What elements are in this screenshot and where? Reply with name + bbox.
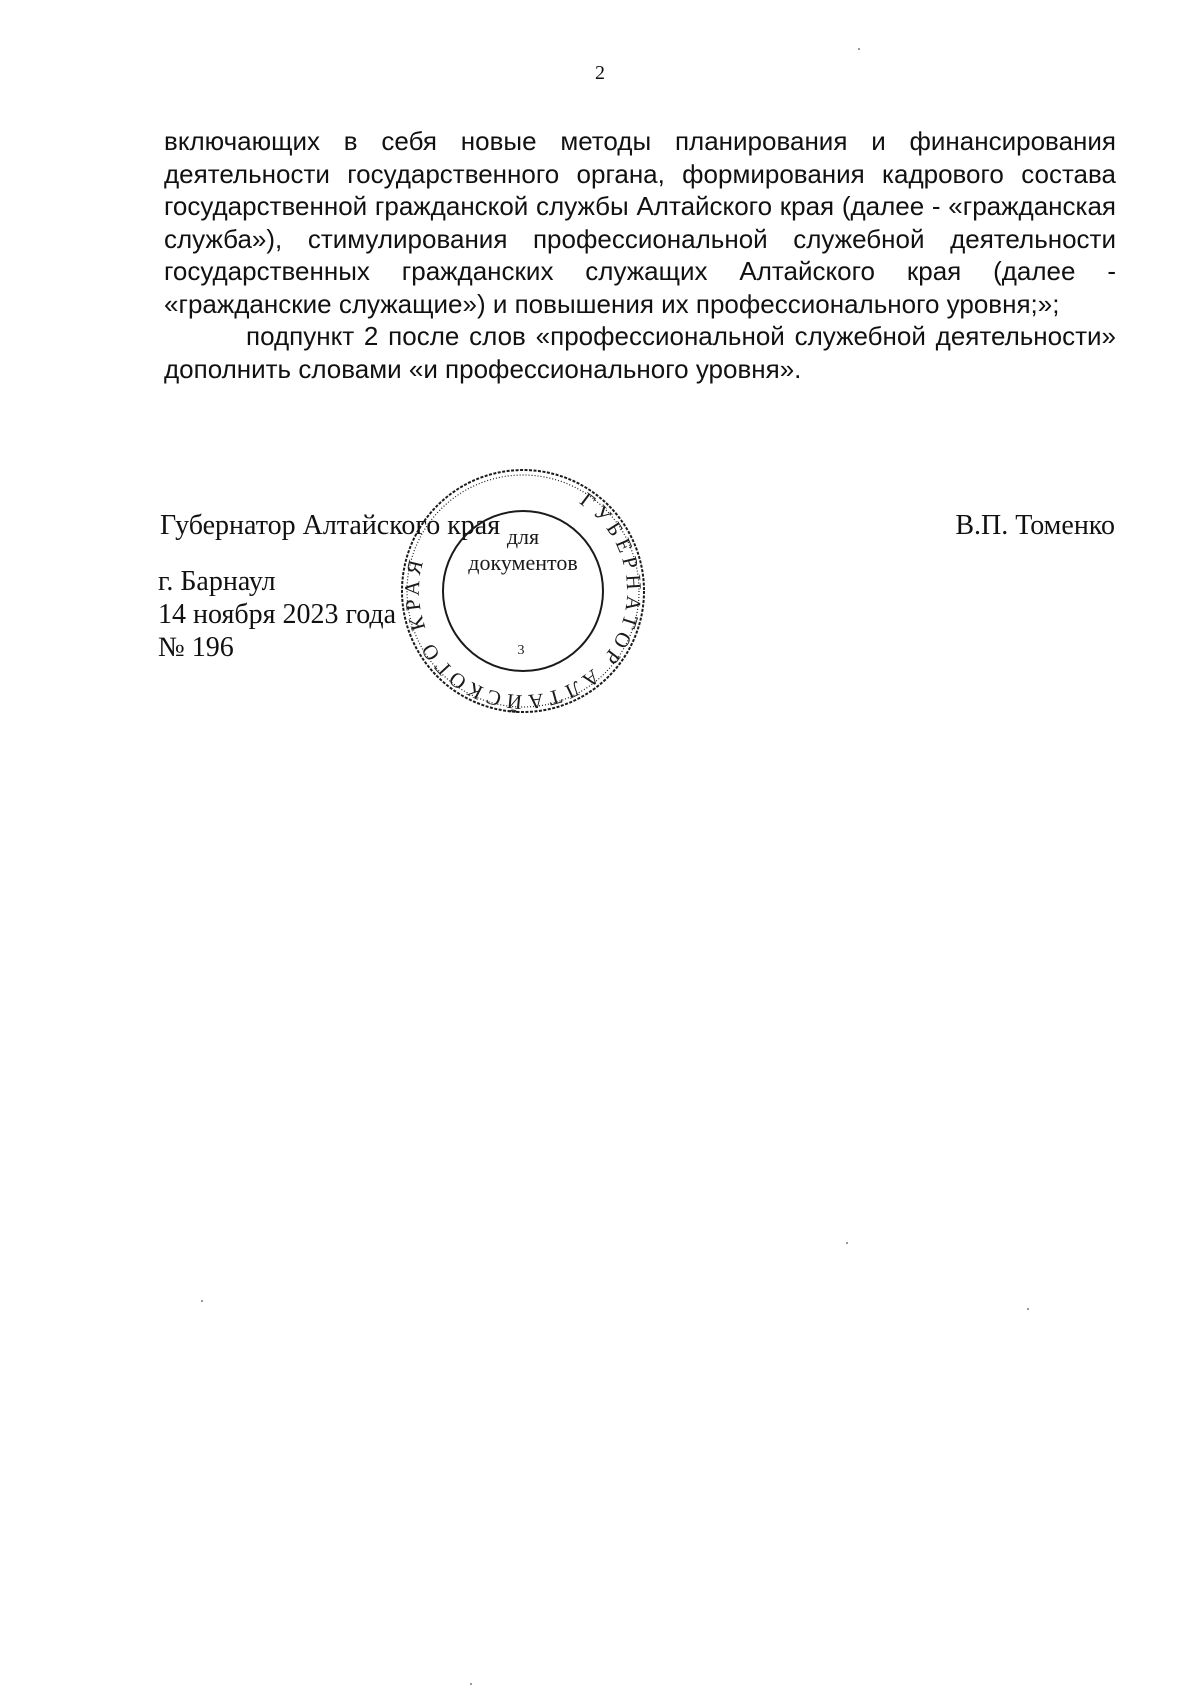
document-number: № 196 [158,632,234,663]
stamp-center-line-1: для [506,524,540,549]
stamp-center-line-2: документов [468,550,578,575]
scan-speck [201,1300,203,1302]
place-date-block [158,565,396,664]
city: г. Барнаул [158,566,276,597]
stamp-index: 3 [517,643,525,658]
scan-speck [470,1683,472,1685]
page-number: 2 [595,62,605,84]
official-stamp [398,466,648,716]
document-body [164,125,1116,385]
stamp-ring-text: ГУБЕРНАТОР АЛТАЙСКОГО КРАЯ [399,487,647,715]
scan-speck [846,1242,848,1244]
scan-speck [858,48,860,50]
paragraph-1: включающих в себя новые методы планирования и финансирования деятельности государственного органа, формирования кадрового состава государственной гражданской службы Алтайского края (далее - «гражданская служба»), стимулирования профессиональной служебной деятельности государственных гражданских служащих Алтайского края (далее - «гражданские служащие») и повышения их профессионального уровня;»; [164,126,1116,319]
document-date: 14 ноября 2023 года [158,599,397,630]
paragraph-2: подпункт 2 после слов «профессиональной служебной деятельности» дополнить словами «и профессионального уровня». [164,321,1116,384]
signatory-name: В.П. Томенко [955,510,1115,541]
scan-speck [1027,1308,1029,1310]
signatory-title: Губернатор Алтайского края [160,510,501,541]
